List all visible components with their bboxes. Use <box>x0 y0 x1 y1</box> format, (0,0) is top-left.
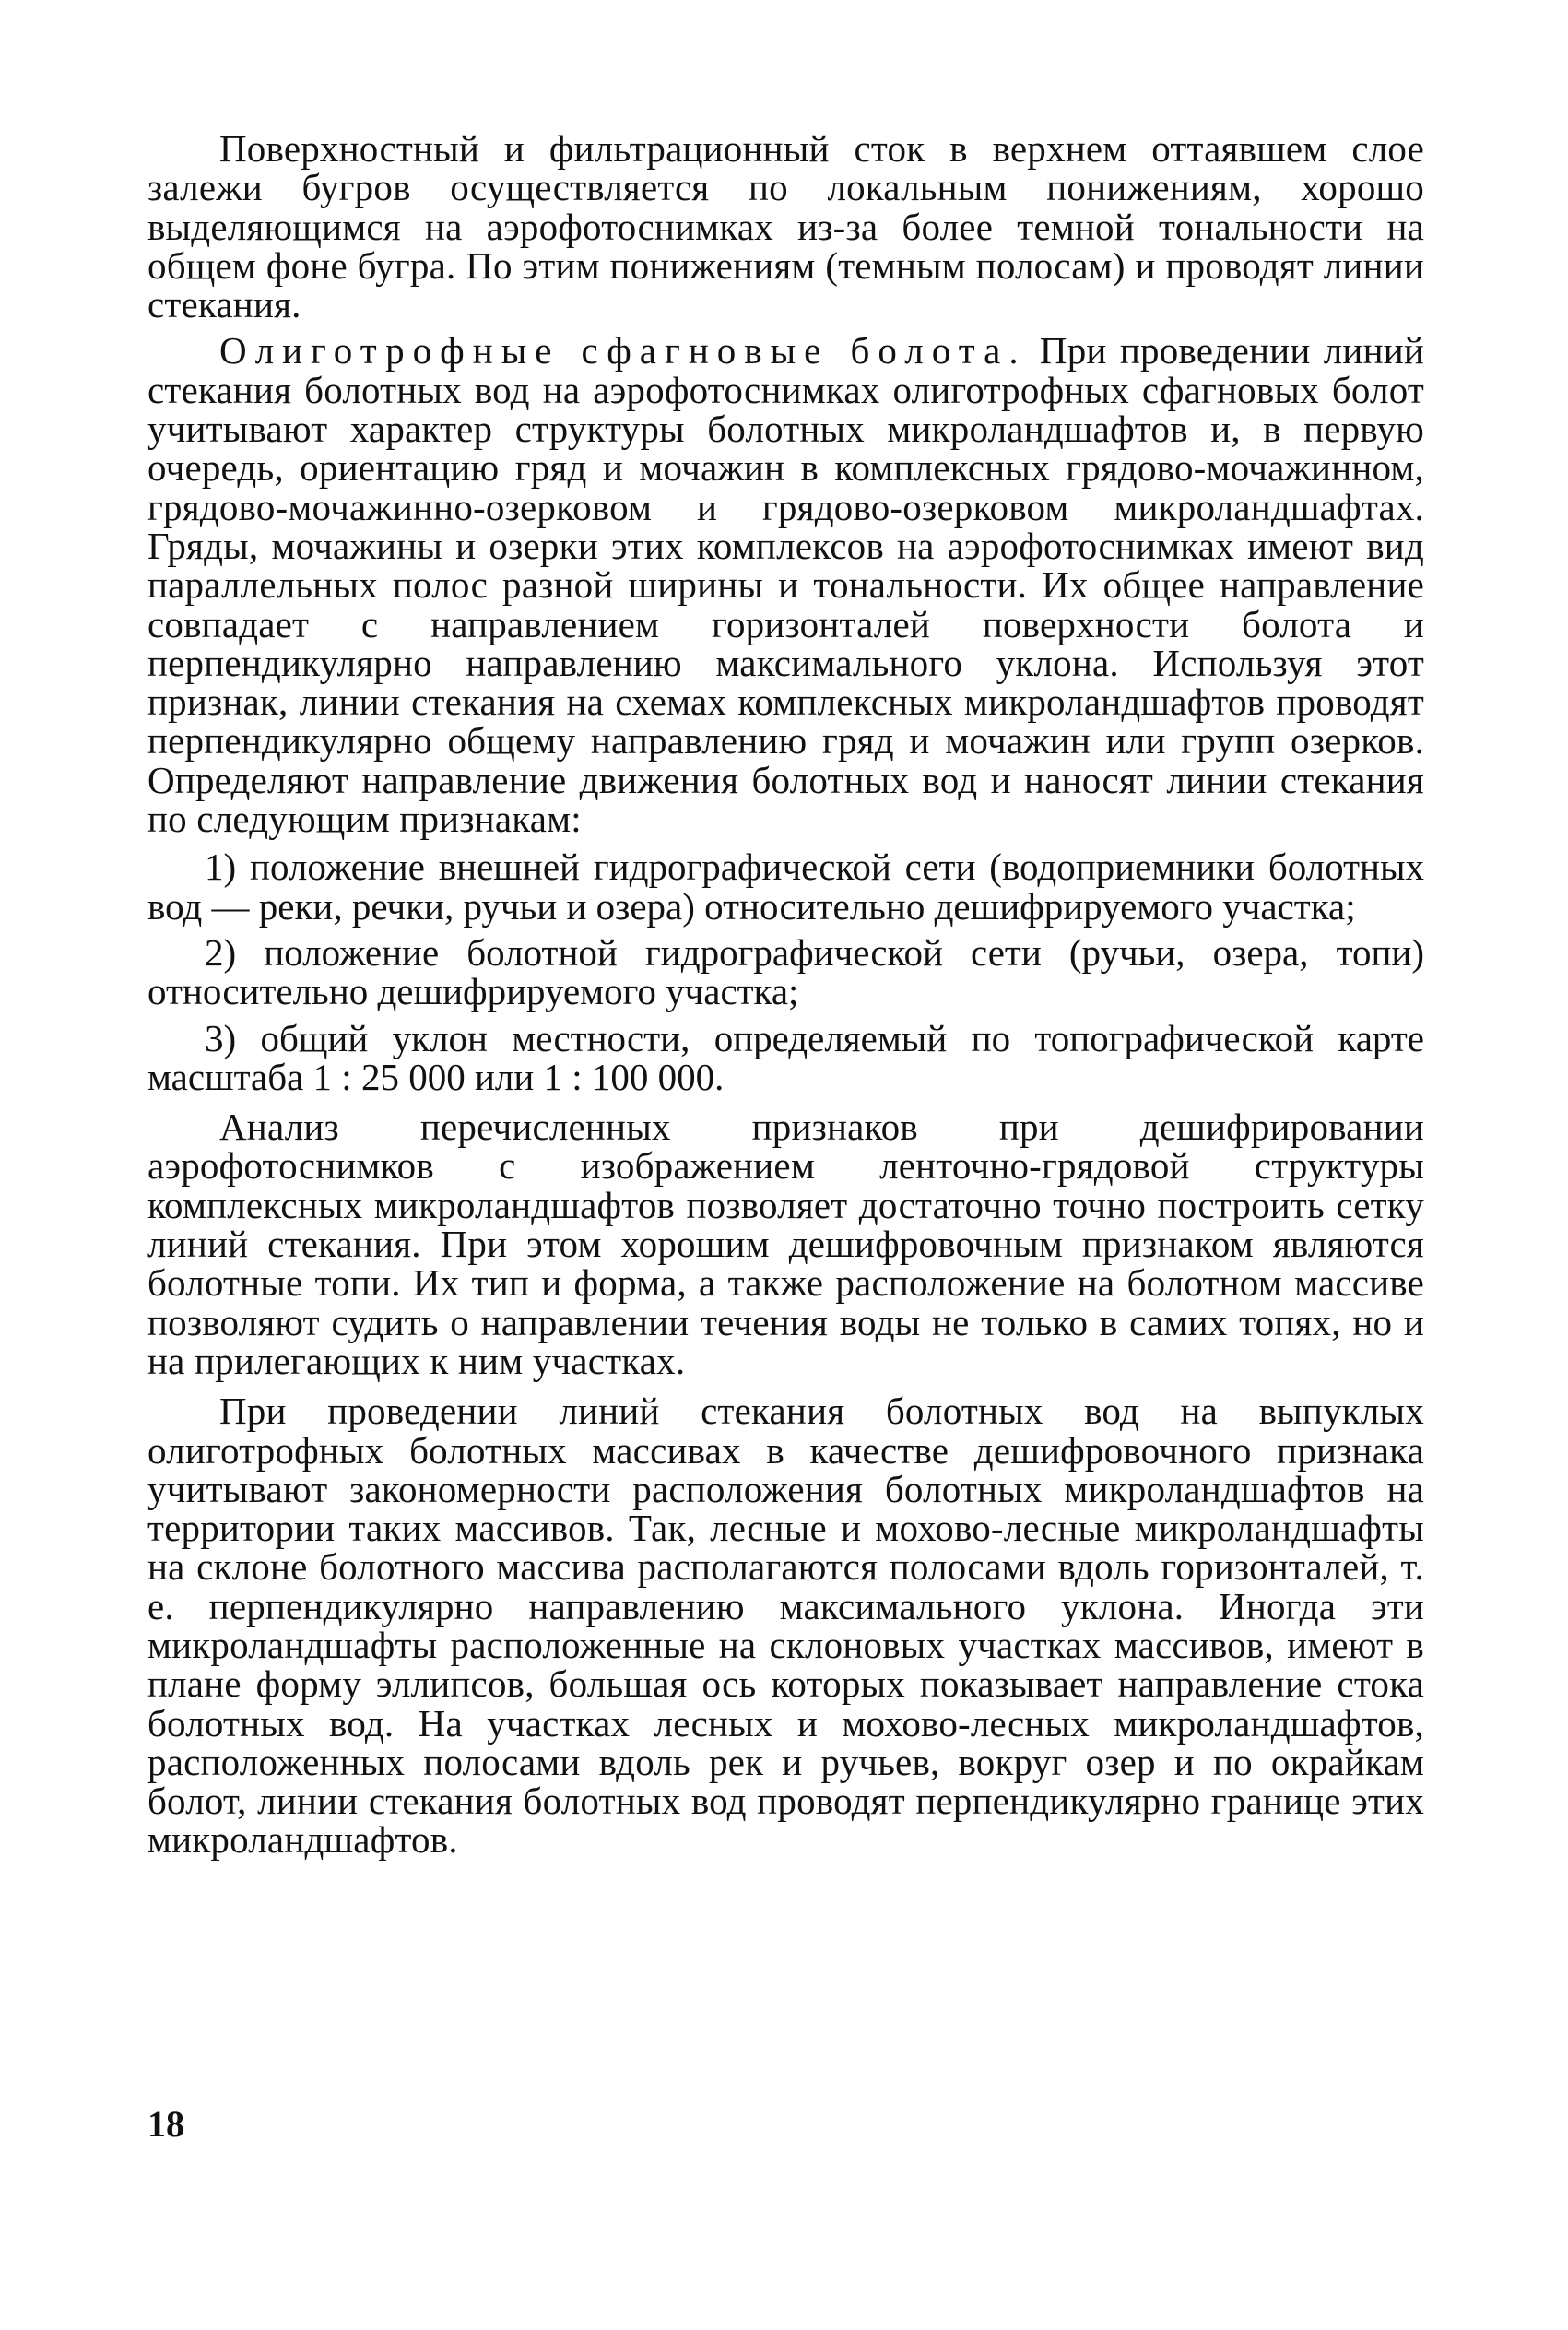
page-body <box>147 129 1424 1860</box>
page-number: 18 <box>147 2103 184 2145</box>
list-item-2: 2) положение болотной гидрографической сети (ручьи, озера, топи) относительно дешифрируемого участка; <box>147 930 1424 1013</box>
paragraph-analysis: Анализ перечисленных признаков при дешифрировании аэрофотоснимков с изображением ленточно-грядовой структуры комплексных микроландшафтов позволяет достаточно точно построить сетку линий стекания. При этом хорошим дешифровочным признаком являются болотные топи. Их тип и форма, а также расположение на болотном массиве позволяют судить о направлении течения воды не только в самих топях, но и на прилегающих к ним участках. <box>147 1106 1424 1382</box>
list-item-3: 3) общий уклон местности, определяемый по топографической карте масштаба 1 : 25 000 или 1 : 100 000. <box>147 1016 1424 1098</box>
paragraph-surface-runoff: Поверхностный и фильтрационный сток в верхнем оттаявшем слое залежи бугров осуществляется по локальным понижениям, хорошо выделяющимся на аэрофотоснимках из-за более темной тональности на общем фоне бугра. По этим понижениям (темным полосам) и проводят линии стекания. <box>147 127 1424 326</box>
paragraph-oligotrophic-text: При проведении линий стекания болотных вод на аэрофотоснимках олиготрофных сфагновых болот учитывают характер структуры болотных микроландшафтов и, в первую очередь, ориентацию гряд и мочажин в комплексных грядово-мочажинном, грядово-мочажинно-озерковом и грядово-озерковом микроландшафтах. Гряды, мочажины и озерки этих комплексов на аэрофотоснимках имеют вид параллельных полос разной ширины и тональности. Их общее направление совпадает с направлением горизонталей поверхности болота и перпендикулярно направлению максимального уклона. Используя этот признак, линии стекания на схемах комплексных микроландшафтов проводят перпендикулярно общему направлению гряд и мочажин или групп озерков. Определяют направление движения болотных вод и наносят линии стекания по следующим признакам: <box>147 329 1424 841</box>
paragraph-oligotrophic-bogs <box>147 329 1424 841</box>
section-heading-oligotrophic: Олиготрофные сфагновые болота. <box>219 329 1027 373</box>
list-item-1: 1) положение внешней гидрографической сети (водоприемники болотных вод — реки, речки, ручьи и озера) относительно дешифрируемого участка; <box>147 846 1424 928</box>
paragraph-convex-massifs: При проведении линий стекания болотных вод на выпуклых олиготрофных болотных массивах в качестве дешифровочного признака учитывают закономерности расположения болотных микроландшафтов на территории таких массивов. Так, лесные и мохово-лесные микроландшафты на склоне болотного массива располагаются полосами вдоль горизонталей, т. е. перпендикулярно направлению максимального уклона. Иногда эти микроландшафты расположенные на склоновых участках массивов, имеют в плане форму эллипсов, большая ось которых показывает направление стока болотных вод. На участках лесных и мохово-лесных микроландшафтов, расположенных полосами вдоль рек и ручьев, вокруг озер и по окрайкам болот, линии стекания болотных вод проводят перпендикулярно границе этих микроландшафтов. <box>147 1390 1424 1862</box>
